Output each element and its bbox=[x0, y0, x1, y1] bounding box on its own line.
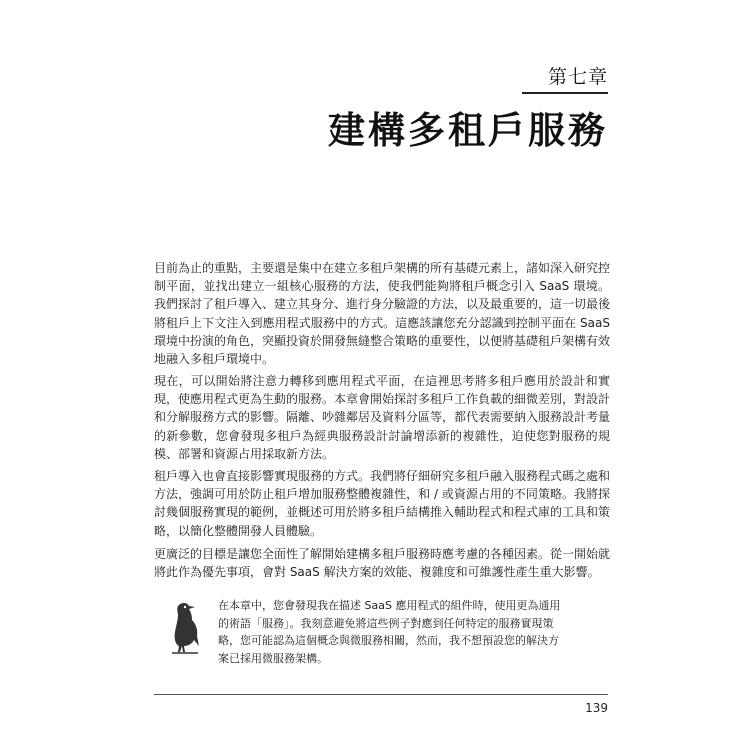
body-paragraph-2: 現在，可以開始將注意力轉移到應用程式平面，在這裡思考將多租戶應用於設計和實現，使應用程式更為生動的服務。本章會開始探討多租戶工作負載的細微差別，對設計和分解服務方式的影響。隔離、吵雜鄰居及資料分區等，都代表需要納入服務設計考量的新參數，您會發現多租戶為經典服務設計討論增添新的複雜性，迫使您對服務的規模、部署和資源占用採取新方法。 bbox=[154, 374, 611, 461]
chapter-divider bbox=[522, 92, 608, 94]
body-paragraph-4: 更廣泛的目標是讓您全面性了解開始建構多租戶服務時應考慮的各種因素。從一開始就將此作為優先事項，會對 SaaS 解決方案的效能、複雜度和可維護性產生重大影響。 bbox=[154, 547, 611, 580]
footer-divider bbox=[154, 694, 608, 695]
page-number: 139 bbox=[585, 701, 608, 715]
note-text: 在本章中，您會發現我在描述 SaaS 應用程式的組件時，使用更為通用的術語「服務」。我刻意避免將這些例子對應到任何特定的服務實現策略，您可能認為這個概念與微服務相關，然而，我不想預設您的解決方案已採用微服務架構。 bbox=[218, 599, 561, 665]
body-paragraph-1: 目前為止的重點，主要還是集中在建立多租戶架構的所有基礎元素上，諸如深入研究控制平面，並找出建立一組核心服務的方法，使我們能夠將租戶概念引入 SaaS 環境。我們探討了租戶導入、建立其身分、進行身分驗證的方法，以及最重要的，這一切最後將租戶上下文注入到應用程式服務中的方式。這應該讓您充分認識到控制平面在 SaaS 環境中扮演的角色，突顯投資於開發無縫整合策略的重要性，以便將基礎租戶架構有效地融入多租戶環境中。 bbox=[154, 261, 611, 367]
crow-icon bbox=[168, 600, 202, 656]
chapter-label: 第七章 bbox=[547, 66, 608, 88]
chapter-title: 建構多租戶服務 bbox=[328, 109, 608, 152]
body-paragraph-3: 租戶導入也會直接影響實現服務的方式。我們將仔細研究多租戶融入服務程式碼之處和方法，強調可用於防止租戶增加服務整體複雜性，和 / 或資源占用的不同策略。我將探討幾個服務實現的範例，並概述可用於將多租戶結構推入輔助程式和程式庫的工具和策略，以簡化整體開發人員體驗。 bbox=[154, 469, 611, 538]
